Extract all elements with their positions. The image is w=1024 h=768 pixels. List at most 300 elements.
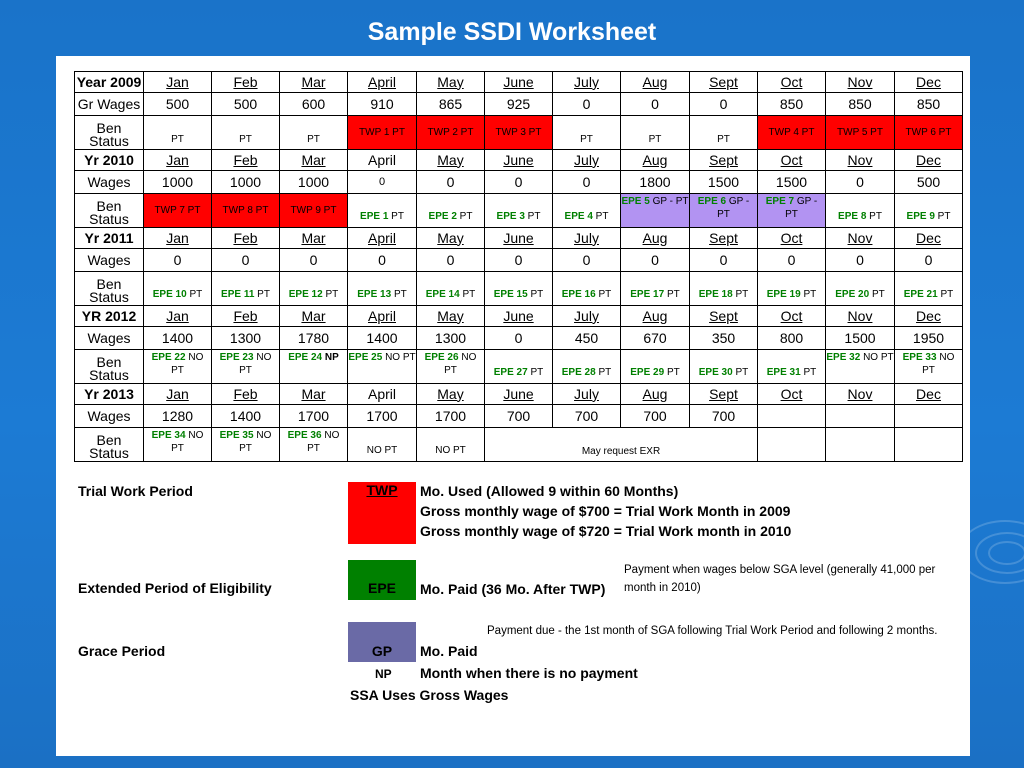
month-cell: Jan: [144, 228, 212, 249]
epe-label: EPE 17: [630, 289, 665, 300]
wage-cell: [826, 405, 895, 428]
ben-status-cell: [348, 116, 417, 150]
epe-label: EPE 2: [428, 211, 457, 222]
status-label: PT: [717, 134, 730, 145]
row-label: Yr 2011: [75, 228, 144, 249]
ben-status-cell: [144, 350, 212, 384]
wage-cell: [758, 405, 826, 428]
status-label: PT: [598, 367, 612, 378]
legend-payment-due-note: Payment due - the 1st month of SGA following Trial Work Period and following 2 months.: [487, 625, 938, 637]
wage-cell: [895, 405, 963, 428]
row-label: YR 2012: [75, 306, 144, 327]
ben-status-cell: [553, 350, 621, 384]
month-cell: June: [485, 384, 553, 405]
wage-cell: 0: [348, 171, 417, 194]
status-label: PT: [803, 289, 817, 300]
year-header-row: [75, 228, 963, 249]
ben-status-cell: [212, 428, 280, 462]
status-label: PT: [307, 134, 320, 145]
wage-cell: 700: [485, 405, 553, 428]
month-cell: April: [348, 228, 417, 249]
ben-status-cell: [621, 116, 690, 150]
month-cell: Sept: [690, 150, 758, 171]
wage-cell: 500: [212, 93, 280, 116]
ben-status-cell: [280, 194, 348, 228]
epe-label: EPE 3: [496, 211, 525, 222]
status-label: PT: [735, 367, 749, 378]
wage-cell: 0: [826, 171, 895, 194]
ben-status-cell: [348, 350, 417, 384]
twp-label: TWP 2 PT: [427, 127, 474, 138]
page-title: Sample SSDI Worksheet: [367, 18, 657, 46]
wage-cell: 925: [485, 93, 553, 116]
ssdi-worksheet-table: [74, 71, 963, 462]
ben-status-cell: [348, 272, 417, 306]
wage-cell: 850: [895, 93, 963, 116]
ben-status-cell: [621, 194, 690, 228]
wages-row: [75, 93, 963, 116]
ben-status-cell: [144, 272, 212, 306]
twp-label: TWP 6 PT: [905, 127, 952, 138]
status-label: PT: [940, 289, 954, 300]
ben-status-cell: [485, 194, 553, 228]
wage-cell: 1300: [212, 327, 280, 350]
legend-grace-period: Grace Period: [78, 643, 166, 659]
twp-label: TWP 7 PT: [154, 205, 201, 216]
status-label: NO PT: [171, 430, 204, 454]
month-cell: Jan: [144, 306, 212, 327]
wage-cell: 1950: [895, 327, 963, 350]
legend-gp-label: GP: [371, 643, 393, 659]
ben-status-row: [75, 272, 963, 306]
wage-cell: 1700: [417, 405, 485, 428]
epe-label: EPE 15: [493, 289, 528, 300]
ben-status-cell: [485, 428, 758, 462]
epe-label: EPE 32: [826, 352, 861, 363]
month-cell: Sept: [690, 384, 758, 405]
wage-cell: 1000: [280, 171, 348, 194]
month-cell: Dec: [895, 306, 963, 327]
legend-twp-line3: Gross monthly wage of $720 = Trial Work month in 2010: [420, 523, 792, 539]
ben-status-cell: [826, 350, 895, 384]
ben-status-cell: [417, 350, 485, 384]
row-label: Ben Status: [75, 194, 144, 228]
wage-cell: 1000: [212, 171, 280, 194]
epe-label: EPE 16: [561, 289, 596, 300]
status-label: PT: [735, 289, 749, 300]
ben-status-cell: [758, 272, 826, 306]
wage-cell: 0: [485, 327, 553, 350]
epe-label: EPE 27: [493, 367, 528, 378]
month-cell: May: [417, 72, 485, 93]
epe-label: EPE 34: [151, 430, 186, 441]
status-label: PT: [257, 289, 270, 300]
status-label: PT: [666, 367, 680, 378]
ben-status-cell: [690, 272, 758, 306]
month-cell: Mar: [280, 72, 348, 93]
ben-status-cell: [212, 350, 280, 384]
wage-cell: 450: [553, 327, 621, 350]
ben-status-cell: [895, 428, 963, 462]
status-label: PT: [462, 289, 476, 300]
status-label: NO PT: [385, 352, 416, 363]
month-cell: Nov: [826, 384, 895, 405]
ben-status-cell: [348, 194, 417, 228]
legend-epe-box: [348, 560, 416, 600]
row-label: Yr 2013: [75, 384, 144, 405]
month-cell: Oct: [758, 150, 826, 171]
legend-gross-wages: SSA Uses Gross Wages: [350, 687, 509, 703]
legend-np-text: Month when there is no payment: [420, 665, 638, 681]
status-label: PT: [937, 211, 951, 222]
ben-status-cell: [485, 350, 553, 384]
status-label: NO PT: [307, 430, 340, 454]
ben-status-cell: [553, 194, 621, 228]
ben-status-cell: [417, 194, 485, 228]
wage-cell: 0: [348, 249, 417, 272]
ben-status-row: [75, 428, 963, 462]
wage-cell: 600: [280, 93, 348, 116]
month-cell: May: [417, 384, 485, 405]
ben-status-cell: [485, 116, 553, 150]
row-label: Ben Status: [75, 272, 144, 306]
ben-status-cell: [417, 428, 485, 462]
ben-status-cell: [553, 116, 621, 150]
wage-cell: 700: [621, 405, 690, 428]
legend-twp-box: [348, 482, 416, 544]
wage-cell: 0: [553, 171, 621, 194]
epe-label: EPE 5: [621, 196, 650, 207]
wage-cell: 865: [417, 93, 485, 116]
month-cell: Dec: [895, 228, 963, 249]
year-header-row: [75, 306, 963, 327]
ben-status-cell: [280, 428, 348, 462]
month-cell: Dec: [895, 72, 963, 93]
status-label: PT: [239, 134, 252, 145]
ben-status-row: [75, 194, 963, 228]
ben-status-cell: [280, 350, 348, 384]
month-cell: Dec: [895, 150, 963, 171]
month-cell: Oct: [758, 384, 826, 405]
epe-label: EPE 33: [902, 352, 937, 363]
epe-label: EPE 4: [564, 211, 593, 222]
background-swirl: [988, 541, 1024, 565]
month-cell: Jan: [144, 384, 212, 405]
month-cell: April: [348, 384, 417, 405]
month-cell: July: [553, 306, 621, 327]
month-cell: April: [348, 150, 417, 171]
epe-label: EPE 36: [287, 430, 322, 441]
wages-row: [75, 327, 963, 350]
wages-row: [75, 405, 963, 428]
status-label: PT: [459, 211, 473, 222]
wage-cell: 0: [417, 249, 485, 272]
legend-gp-box: [348, 622, 416, 662]
ben-status-cell: [144, 116, 212, 150]
twp-label: TWP 5 PT: [837, 127, 883, 138]
wage-cell: 500: [144, 93, 212, 116]
ben-status-cell: [758, 116, 826, 150]
twp-label: TWP 1 PT: [359, 127, 405, 138]
status-label: NO PT: [444, 352, 477, 376]
ben-status-cell: [758, 428, 826, 462]
status-label: PT: [648, 134, 662, 145]
status-label: PT: [871, 289, 885, 300]
ben-status-cell: [144, 428, 212, 462]
epe-label: EPE 8: [838, 211, 867, 222]
month-cell: June: [485, 150, 553, 171]
row-label: Gr Wages: [75, 93, 144, 116]
status-label: GP - PT: [717, 196, 750, 220]
row-label: Wages: [75, 249, 144, 272]
wage-cell: 0: [553, 93, 621, 116]
month-cell: Aug: [621, 150, 690, 171]
ben-status-row: [75, 116, 963, 150]
row-label: Yr 2010: [75, 150, 144, 171]
wage-cell: 0: [621, 249, 690, 272]
ben-status-cell: [826, 194, 895, 228]
month-cell: Nov: [826, 150, 895, 171]
month-cell: July: [553, 72, 621, 93]
status-label: NO PT: [366, 445, 398, 456]
wages-row: [75, 171, 963, 194]
month-cell: Feb: [212, 150, 280, 171]
legend-sga-note: Payment when wages below SGA level (generally 41,000 per month in 2010): [624, 564, 936, 594]
status-label: PT: [869, 211, 882, 222]
status-label: PT: [171, 134, 184, 145]
month-cell: Feb: [212, 72, 280, 93]
wage-cell: 0: [690, 93, 758, 116]
twp-label: TWP 4 PT: [768, 127, 815, 138]
ben-status-row: [75, 350, 963, 384]
epe-label: EPE 24: [288, 352, 323, 363]
epe-label: EPE 7: [765, 196, 795, 207]
wage-cell: 700: [690, 405, 758, 428]
ben-status-cell: [280, 272, 348, 306]
status-label: NO PT: [171, 352, 204, 376]
wage-cell: 700: [553, 405, 621, 428]
epe-label: EPE 6: [697, 196, 727, 207]
wage-cell: 0: [621, 93, 690, 116]
ben-status-cell: [212, 194, 280, 228]
row-label: Ben Status: [75, 428, 144, 462]
ben-status-cell: [553, 272, 621, 306]
year-header-row: [75, 384, 963, 405]
wage-cell: 1000: [144, 171, 212, 194]
status-label: PT: [527, 211, 541, 222]
status-label: NO PT: [863, 352, 894, 363]
status-label: PT: [393, 289, 407, 300]
ben-status-cell: [826, 116, 895, 150]
status-label: NO PT: [435, 445, 466, 456]
ben-status-cell: [826, 272, 895, 306]
wage-cell: 350: [690, 327, 758, 350]
epe-label: EPE 13: [357, 289, 392, 300]
year-header-row: [75, 150, 963, 171]
status-label: PT: [595, 211, 609, 222]
wage-cell: 1300: [417, 327, 485, 350]
month-cell: May: [417, 228, 485, 249]
epe-label: EPE 18: [698, 289, 733, 300]
status-label: NO PT: [239, 352, 272, 376]
wage-cell: 1700: [348, 405, 417, 428]
status-label: PT: [189, 289, 203, 300]
epe-label: EPE 29: [630, 367, 665, 378]
legend-twp-line1: Mo. Used (Allowed 9 within 60 Months): [420, 483, 679, 499]
wage-cell: 0: [553, 249, 621, 272]
ben-status-cell: [895, 272, 963, 306]
status-label: GP - PT: [785, 196, 818, 220]
ben-status-cell: [895, 350, 963, 384]
ben-status-cell: [485, 272, 553, 306]
legend-np-label: NP: [375, 667, 392, 681]
epe-label: EPE 25: [348, 352, 383, 363]
month-cell: Mar: [280, 306, 348, 327]
epe-label: EPE 23: [219, 352, 254, 363]
twp-label: TWP 9 PT: [290, 205, 337, 216]
legend-extended-period: Extended Period of Eligibility: [78, 580, 272, 596]
status-label: PT: [598, 289, 612, 300]
status-label: PT: [325, 289, 339, 300]
wage-cell: 0: [895, 249, 963, 272]
status-label: PT: [530, 289, 544, 300]
month-cell: July: [553, 150, 621, 171]
wage-cell: 910: [348, 93, 417, 116]
legend-gp-text: Mo. Paid: [420, 643, 478, 659]
wage-cell: 1280: [144, 405, 212, 428]
month-cell: July: [553, 228, 621, 249]
wages-row: [75, 249, 963, 272]
ben-status-cell: [895, 194, 963, 228]
status-label: PT: [580, 134, 593, 145]
month-cell: Mar: [280, 384, 348, 405]
wage-cell: 1400: [212, 405, 280, 428]
row-label: Wages: [75, 171, 144, 194]
status-label: May request EXR: [581, 446, 661, 457]
month-cell: Mar: [280, 150, 348, 171]
status-label: NP: [324, 352, 339, 363]
wage-cell: 0: [485, 171, 553, 194]
wage-cell: 0: [690, 249, 758, 272]
epe-label: EPE 12: [288, 289, 323, 300]
ben-status-cell: [621, 350, 690, 384]
epe-label: EPE 14: [425, 289, 460, 300]
wage-cell: 1780: [280, 327, 348, 350]
status-label: PT: [803, 367, 817, 378]
wage-cell: 1700: [280, 405, 348, 428]
month-cell: Aug: [621, 384, 690, 405]
wage-cell: 0: [212, 249, 280, 272]
wage-cell: 850: [758, 93, 826, 116]
ben-status-cell: [758, 194, 826, 228]
month-cell: Nov: [826, 72, 895, 93]
ben-status-cell: [690, 116, 758, 150]
month-cell: Nov: [826, 228, 895, 249]
epe-label: EPE 21: [903, 289, 938, 300]
legend-trial-work-period: Trial Work Period: [78, 483, 193, 499]
epe-label: EPE 31: [766, 367, 801, 378]
legend-twp-line2: Gross monthly wage of $700 = Trial Work Month in 2009: [420, 503, 791, 519]
status-label: PT: [530, 367, 544, 378]
wage-cell: 0: [485, 249, 553, 272]
epe-label: EPE 35: [219, 430, 254, 441]
month-cell: April: [348, 72, 417, 93]
status-label: PT: [391, 211, 404, 222]
ben-status-cell: [417, 272, 485, 306]
ben-status-cell: [212, 272, 280, 306]
epe-label: EPE 1: [360, 211, 389, 222]
legend-epe-text: Mo. Paid (36 Mo. After TWP): [420, 581, 606, 597]
month-cell: Oct: [758, 228, 826, 249]
ben-status-cell: [690, 350, 758, 384]
epe-label: EPE 30: [698, 367, 733, 378]
month-cell: Feb: [212, 306, 280, 327]
status-label: GP - PT: [652, 196, 689, 207]
ben-status-cell: [212, 116, 280, 150]
month-cell: June: [485, 306, 553, 327]
ben-status-cell: [280, 116, 348, 150]
ben-status-cell: [690, 194, 758, 228]
month-cell: May: [417, 306, 485, 327]
ben-status-cell: [826, 428, 895, 462]
wage-cell: 1400: [144, 327, 212, 350]
month-cell: Aug: [621, 306, 690, 327]
twp-label: TWP 3 PT: [495, 127, 542, 138]
status-label: PT: [666, 289, 680, 300]
month-cell: Aug: [621, 72, 690, 93]
month-cell: Oct: [758, 306, 826, 327]
month-cell: Feb: [212, 228, 280, 249]
ben-status-cell: [621, 272, 690, 306]
month-cell: Jan: [144, 150, 212, 171]
month-cell: April: [348, 306, 417, 327]
month-cell: Feb: [212, 384, 280, 405]
wage-cell: 800: [758, 327, 826, 350]
epe-label: EPE 26: [424, 352, 459, 363]
epe-label: EPE 20: [835, 289, 870, 300]
status-label: NO PT: [239, 430, 272, 454]
epe-label: EPE 22: [151, 352, 186, 363]
month-cell: June: [485, 72, 553, 93]
wage-cell: 0: [826, 249, 895, 272]
ben-status-cell: [348, 428, 417, 462]
wage-cell: 0: [144, 249, 212, 272]
month-cell: Aug: [621, 228, 690, 249]
month-cell: Jan: [144, 72, 212, 93]
month-cell: Sept: [690, 72, 758, 93]
row-label: Ben Status: [75, 116, 144, 150]
ben-status-cell: [144, 194, 212, 228]
month-cell: Mar: [280, 228, 348, 249]
month-cell: June: [485, 228, 553, 249]
legend-twp-label: TWP: [366, 482, 398, 498]
row-label: Wages: [75, 405, 144, 428]
wage-cell: 1500: [690, 171, 758, 194]
epe-label: EPE 19: [766, 289, 801, 300]
wage-cell: 0: [758, 249, 826, 272]
legend-epe-label: EPE: [367, 580, 396, 596]
wage-cell: 500: [895, 171, 963, 194]
wage-cell: 1500: [826, 327, 895, 350]
ben-status-cell: [417, 116, 485, 150]
month-cell: Oct: [758, 72, 826, 93]
wage-cell: 0: [417, 171, 485, 194]
row-label: Year 2009: [75, 72, 144, 93]
wage-cell: 670: [621, 327, 690, 350]
ben-status-cell: [895, 116, 963, 150]
wage-cell: 1800: [621, 171, 690, 194]
row-label: Wages: [75, 327, 144, 350]
